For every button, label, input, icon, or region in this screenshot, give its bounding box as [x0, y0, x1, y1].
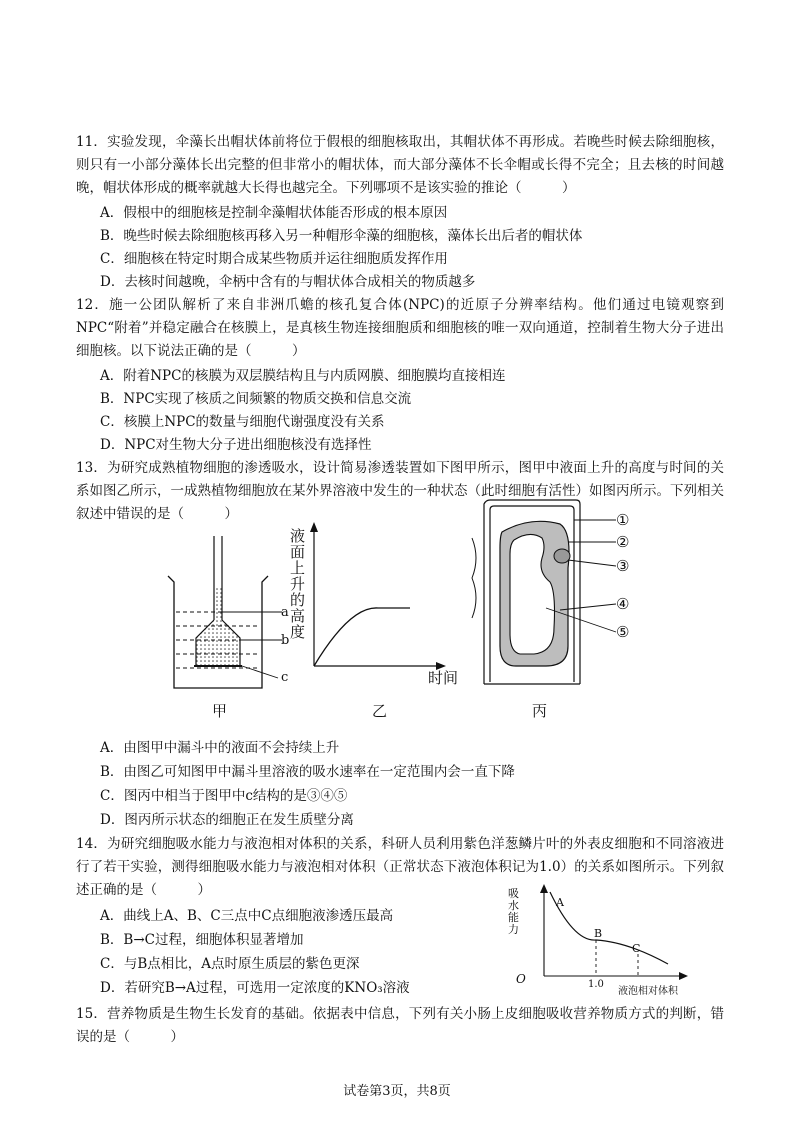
- question-14-option-a: A．曲线上A、B、C三点中C点细胞液渗透压最高: [100, 908, 394, 924]
- figure-jia-osmosis-apparatus: [160, 528, 290, 698]
- question-11-option-a: A．假根中的细胞核是控制伞藻帽状体能否形成的根本原因: [100, 205, 448, 221]
- figure-jia-caption: 甲: [212, 702, 228, 720]
- figure-jia-label-a: a: [281, 605, 289, 620]
- question-14-curve: [550, 892, 668, 964]
- question-13-stem: 13．为研究成熟植物细胞的渗透吸水，设计简易渗透装置如下图甲所示，图甲中液面上升的高度与时间的关系如图乙所示，一成熟植物细胞放在某外界溶液中发生的一种状态（此时细胞有活性）如图丙所示。下列相关叙述中错误的是（ ）: [76, 460, 724, 522]
- question-14-option-c: C．与B点相比，A点时原生质层的紫色更深: [100, 956, 360, 972]
- question-14-point-c: C: [632, 942, 641, 955]
- figure-bing-label-1: ①: [616, 511, 630, 529]
- question-14-stem: 14．为研究细胞吸水能力与液泡相对体积的关系，科研人员利用紫色洋葱鳞片叶的外表皮细胞和不同溶液进行了若干实验，测得细胞吸水能力与液泡相对体积（正常状态下液泡体积记为1.0）的关系如图所示。下列叙述正确的是（ ）: [76, 836, 724, 898]
- figure-bing-label-2: ②: [616, 533, 630, 551]
- question-14-point-a: A: [556, 896, 564, 909]
- question-12-option-d: D．NPC对生物大分子进出细胞核没有选择性: [100, 437, 372, 453]
- page-footer: 试卷第3页，共8页: [343, 1084, 451, 1099]
- figure-yi-y-axis-label: 液面上升的高度: [290, 527, 306, 641]
- figure-jia-label-c: c: [281, 670, 289, 685]
- figure-bing-label-4: ④: [616, 595, 630, 613]
- question-13-option-c: C．图丙中相当于图甲中c结构的是③④⑤: [100, 788, 348, 804]
- figure-bing-label-3: ③: [616, 557, 630, 575]
- question-11-stem: 11．实验发现，伞藻长出帽状体前将位于假根的细胞核取出，其帽状体不再形成。若晚些时候去除细胞核，则只有一小部分藻体长出完整的但非常小的帽状体，而大部分藻体不长伞帽或长得不完全；且去核的时间越晚，帽状体形成的概率就越大长得也越完全。下列哪项不是该实验的推论（ ）: [76, 134, 724, 196]
- question-12-option-a: A．附着NPC的核膜为双层膜结构且与内质网膜、细胞膜均直接相连: [100, 368, 506, 384]
- question-14-option-d: D．若研究B→A过程，可选用一定浓度的KNO₃溶液: [100, 980, 410, 996]
- figure-yi-x-axis-label: 时间: [428, 669, 459, 687]
- figure-bing-label-5: ⑤: [616, 623, 630, 641]
- figure-bing-caption: 丙: [532, 702, 548, 720]
- question-11-option-d: D．去核时间越晚，伞柄中含有的与帽状体合成相关的物质越多: [100, 274, 476, 290]
- question-15-stem: 15．营养物质是生物生长发育的基础。依据表中信息，下列有关小肠上皮细胞吸收营养物质方式的判断，错误的是（ ）: [76, 1006, 724, 1045]
- question-12-option-b: B．NPC实现了核质之间频繁的物质交换和信息交流: [100, 391, 412, 407]
- figure-bing-plant-cell: [468, 498, 628, 688]
- question-13-option-a: A．由图甲中漏斗中的液面不会持续上升: [100, 740, 340, 756]
- question-11-option-c: C．细胞核在特定时期合成某些物质并运往细胞质发挥作用: [100, 251, 448, 267]
- question-14-point-b: B: [594, 927, 603, 940]
- question-14-option-b: B．B→C过程，细胞体积显著增加: [100, 932, 304, 948]
- question-14-chart-tick: 1.0: [588, 979, 604, 990]
- question-13-option-d: D．图丙所示状态的细胞正在发生质壁分离: [100, 812, 354, 828]
- question-11-option-b: B．晚些时候去除细胞核再移入另一种帽形伞藻的细胞核，藻体长出后者的帽状体: [100, 228, 583, 244]
- figure-yi-caption: 乙: [372, 702, 388, 720]
- question-14-chart-y-label: 吸水能力: [508, 887, 519, 936]
- question-13-option-b: B．由图乙可知图甲中漏斗里溶液的吸水速率在一定范围内会一直下降: [100, 764, 515, 780]
- question-14-chart-x-label: 液泡相对体积: [618, 986, 678, 997]
- question-14-chart: [518, 880, 688, 980]
- question-12-option-c: C．核膜上NPC的数量与细胞代谢强度没有关系: [100, 414, 385, 430]
- question-12-stem: 12．施一公团队解析了来自非洲爪蟾的核孔复合体(NPC)的近原子分辨率结构。他们通过电镜观察到NPC“附着”并稳定融合在核膜上，是真核生物连接细胞质和细胞核的唯一双向通道，控制着生物大分子进出细胞核。以下说法正确的是（ ）: [76, 297, 724, 359]
- figure-yi-curve: [314, 608, 410, 666]
- question-14-chart-origin: O: [516, 972, 526, 986]
- figure-jia-label-b: b: [281, 633, 290, 648]
- figure-yi-height-time-chart: [300, 520, 450, 680]
